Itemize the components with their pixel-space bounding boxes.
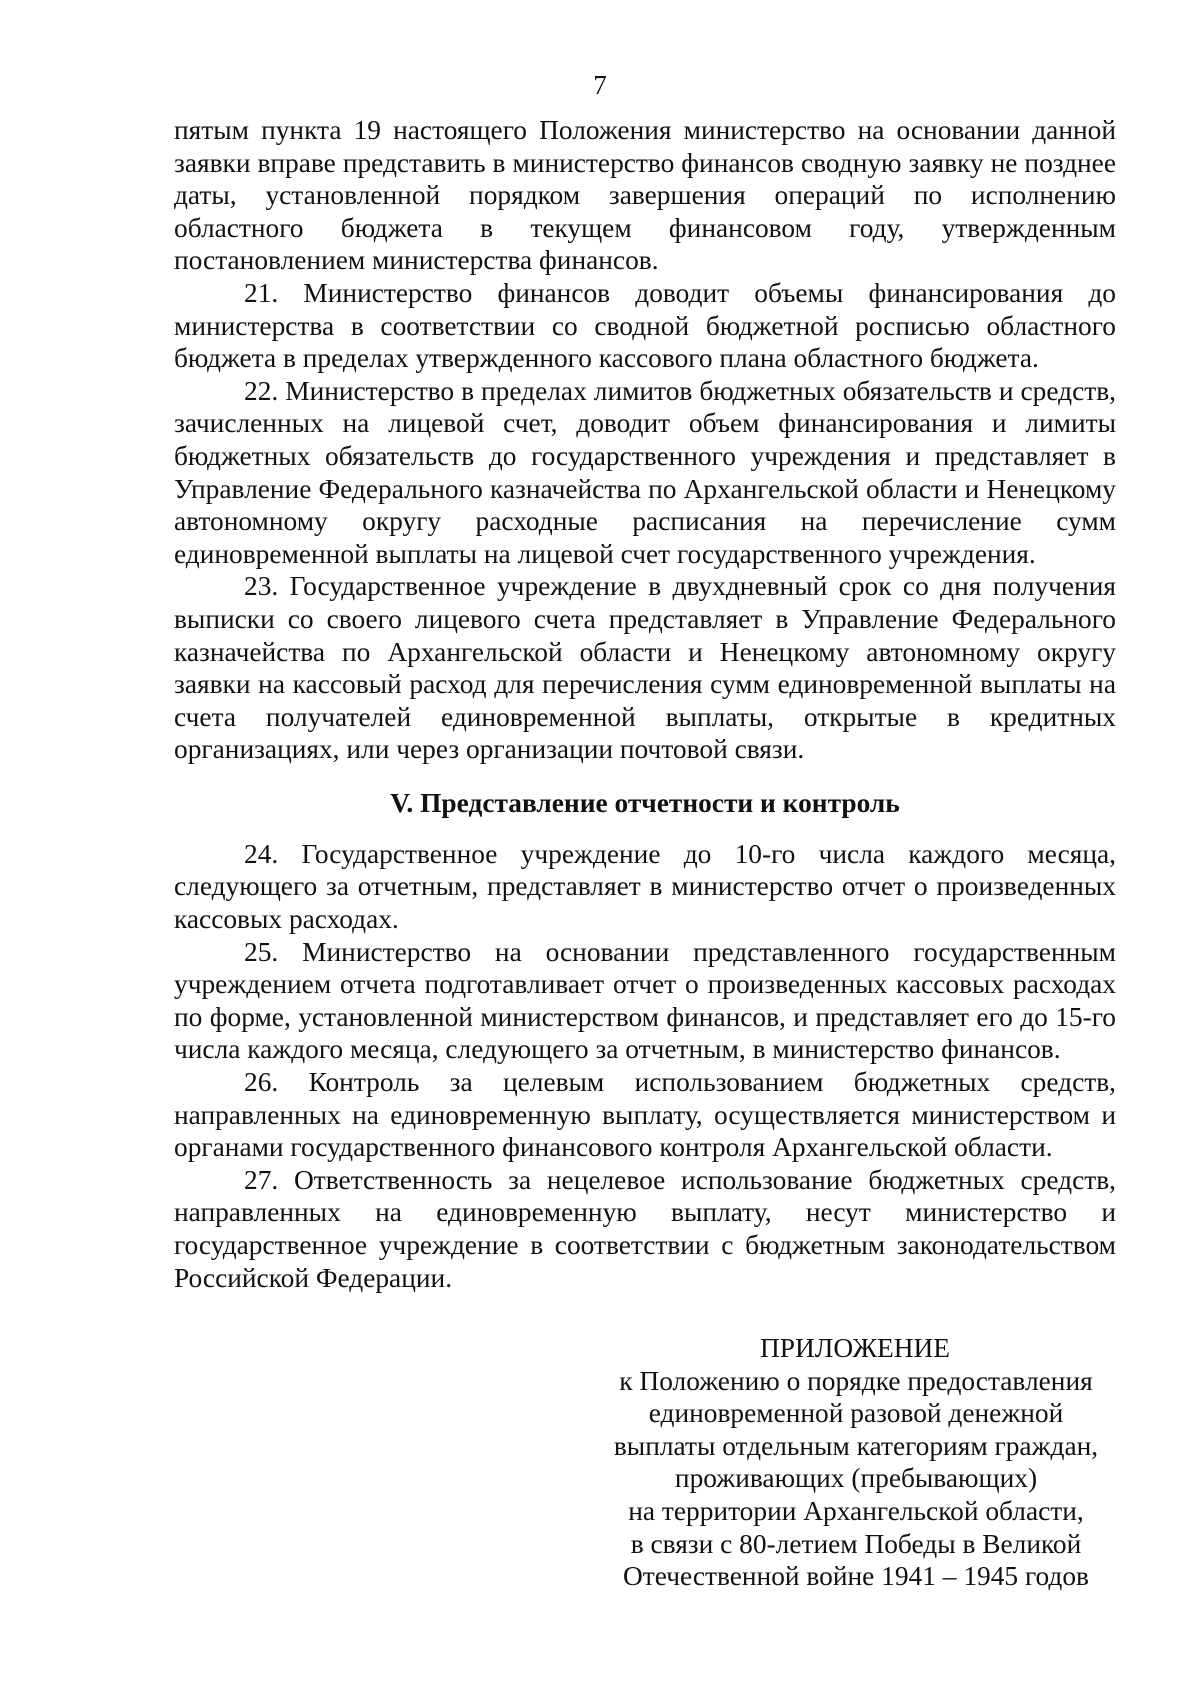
paragraph-22: 22. Министерство в пределах лимитов бюджетных обязательств и средств, зачисленных на лицевой счет, доводит объем финансирования и лимиты бюджетных обязательств до государственного учреждения и представляет в Управление Федерального казначейства по Архангельской области и Ненецкому автономному округу расходные расписания на перечисление сумм единовременной выплаты на лицевой счет государственного учреждения. xyxy=(174,375,1116,569)
paragraph-25: 25. Министерство на основании представленного государственным учреждением отчета подготавливает отчет о произведенных кассовых расходах по форме, установленной министерством финансов, и представляет его до 15-го числа каждого месяца, следующего за отчетным, в министерство финансов. xyxy=(174,936,1116,1065)
appendix-line: Отечественной войне 1941 – 1945 годов xyxy=(622,1561,1089,1592)
document-body xyxy=(174,114,1116,1294)
appendix-line: на территории Архангельской области, xyxy=(628,1495,1084,1526)
appendix-line: проживающих (пребывающих) xyxy=(674,1463,1038,1494)
section-heading: V. Представление отчетности и контроль xyxy=(390,787,900,818)
appendix-line: единовременной разовой денежной xyxy=(648,1398,1064,1429)
paragraph-21: 21. Министерство финансов доводит объемы финансирования до министерства в соответствии со сводной бюджетной росписью областного бюджета в пределах утвержденного кассового плана областного бюджета. xyxy=(174,277,1116,374)
appendix-block xyxy=(596,1332,1116,1593)
paragraph-continuation: пятым пункта 19 настоящего Положения министерство на основании данной заявки вправе представить в министерство финансов сводную заявку не позднее даты, установленной порядком завершения операций по исполнению областного бюджета в текущем финансовом году, утвержденным постановлением министерства финансов. xyxy=(174,115,1116,276)
paragraph-26: 26. Контроль за целевым использованием бюджетных средств, направленных на единовременную выплату, осуществляется министерством и органами государственного финансового контроля Архангельской области. xyxy=(174,1067,1116,1163)
paragraph-23: 23. Государственное учреждение в двухдневный срок со дня получения выписки со своего лицевого счета представляет в Управление Федерального казначейства по Архангельской области и Ненецкому автономному округу заявки на кассовый расход для перечисления сумм единовременной выплаты на счета получателей единовременной выплаты, открытые в кредитных организациях, или через организации почтовой связи. xyxy=(174,571,1116,765)
appendix-line: в связи с 80-летием Победы в Великой xyxy=(630,1528,1082,1559)
appendix-title: ПРИЛОЖЕНИЕ xyxy=(759,1333,951,1363)
appendix-line: выплаты отдельным категориям граждан, xyxy=(613,1430,1099,1461)
page-number: 7 xyxy=(593,70,607,100)
appendix-line: к Положению о порядке предоставления xyxy=(619,1365,1093,1396)
paragraph-27: 27. Ответственность за нецелевое использование бюджетных средств, направленных на единовременную выплату, несут министерство и государственное учреждение в соответствии с бюджетным законодательством Российской Федерации. xyxy=(174,1164,1116,1293)
paragraph-24: 24. Государственное учреждение до 10-го числа каждого месяца, следующего за отчетным, представляет в министерство отчет о произведенных кассовых расходах. xyxy=(174,838,1116,935)
